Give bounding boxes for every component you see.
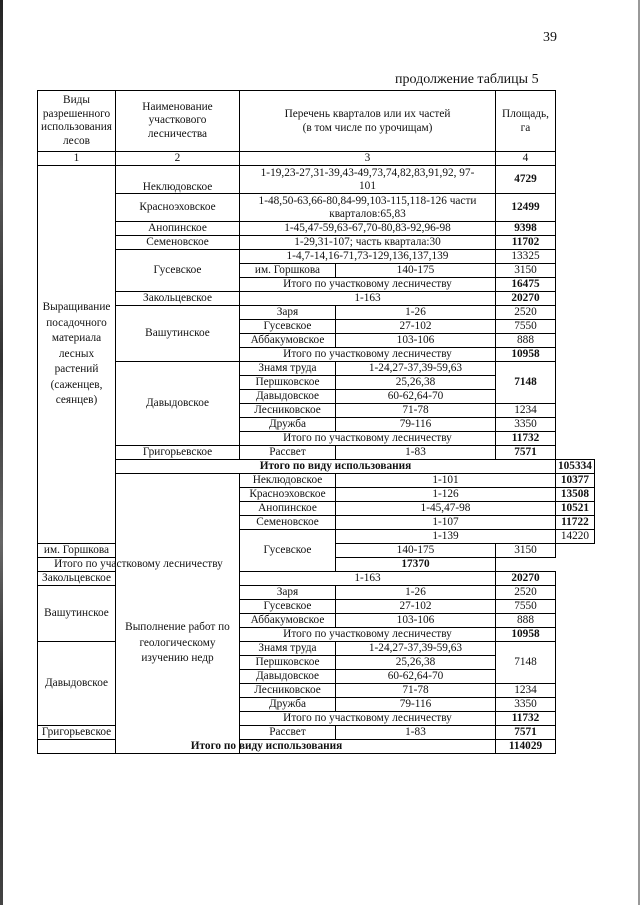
tract-name: Заря bbox=[240, 586, 336, 600]
total-area: 105334 bbox=[556, 460, 595, 474]
forestry-name: Семеновское bbox=[240, 516, 336, 530]
table-header-row bbox=[38, 91, 595, 152]
table-row bbox=[38, 362, 595, 376]
subtotal-area: 10958 bbox=[496, 628, 556, 642]
tract-name: Лесниковское bbox=[240, 684, 336, 698]
tract-name: Рассвет bbox=[240, 446, 336, 460]
use-type-cell: Выращивание посадочного материала лесных растений (саженцев, сеянцев) bbox=[38, 166, 116, 544]
area-cell: 7550 bbox=[496, 320, 556, 334]
tract-name: Давыдовское bbox=[240, 390, 336, 404]
quarters-cell: 1-83 bbox=[336, 446, 496, 460]
quarters-cell: 27-102 bbox=[336, 320, 496, 334]
subtotal-label: Итого по участковому лесничеству bbox=[240, 348, 496, 362]
subtotal-label: Итого по участковому лесничеству bbox=[240, 628, 496, 642]
quarters-cell: 103-106 bbox=[336, 614, 496, 628]
table-row bbox=[38, 306, 595, 320]
quarters-cell: 60-62,64-70 bbox=[336, 670, 496, 684]
forestry-name: Анопинское bbox=[116, 222, 240, 236]
quarters-cell: 27-102 bbox=[336, 600, 496, 614]
area-cell: 3350 bbox=[496, 698, 556, 712]
forestry-name: Семеновское bbox=[116, 236, 240, 250]
quarters-cell: 1-126 bbox=[336, 488, 556, 502]
quarters-cell: 25,26,38 bbox=[336, 656, 496, 670]
column-number: 2 bbox=[116, 152, 240, 166]
forestry-name: Неклюдовское bbox=[116, 166, 240, 194]
tract-name: Давыдовское bbox=[240, 670, 336, 684]
subtotal-area: 10958 bbox=[496, 348, 556, 362]
page-number: 39 bbox=[543, 30, 557, 45]
table-row bbox=[38, 194, 595, 222]
area-cell: 3150 bbox=[496, 544, 556, 558]
table-row bbox=[38, 166, 595, 194]
quarters-cell: 1-45,47-59,63-67,70-80,83-92,96-98 bbox=[240, 222, 496, 236]
subtotal-area: 17370 bbox=[336, 558, 496, 572]
area-cell: 888 bbox=[496, 334, 556, 348]
tract-name: Першковское bbox=[240, 656, 336, 670]
forestry-name: Закольцевское bbox=[116, 292, 240, 306]
scan-edge bbox=[0, 0, 3, 905]
area-cell: 14220 bbox=[556, 530, 595, 544]
area-cell: 13325 bbox=[496, 250, 556, 264]
quarters-cell: 25,26,38 bbox=[336, 376, 496, 390]
subtotal-label: Итого по участковому лесничеству bbox=[240, 278, 496, 292]
header-forestry: Наименование участкового лесничества bbox=[116, 91, 240, 152]
area-cell: 20270 bbox=[496, 572, 556, 586]
tract-name: Гусевское bbox=[240, 320, 336, 334]
forestry-name: Красноэховское bbox=[116, 194, 240, 222]
tract-name: Дружба bbox=[240, 698, 336, 712]
forestry-name: Гусевское bbox=[240, 530, 336, 572]
area-cell: 10521 bbox=[556, 502, 595, 516]
forestry-name: Закольцевское bbox=[38, 572, 116, 586]
tract-name: им. Горшкова bbox=[240, 264, 336, 278]
table-row bbox=[38, 222, 595, 236]
area-cell: 20270 bbox=[496, 292, 556, 306]
forestry-name: Неклюдовское bbox=[240, 474, 336, 488]
forestry-name: Григорьевское bbox=[116, 446, 240, 460]
subtotal-label: Итого по участковому лесничеству bbox=[240, 432, 496, 446]
area-cell: 7148 bbox=[496, 642, 556, 684]
tract-name: Рассвет bbox=[240, 726, 336, 740]
quarters-cell: 1-4,7-14,16-71,73-129,136,137,139 bbox=[240, 250, 496, 264]
table-row bbox=[38, 292, 595, 306]
tract-name: Аббакумовское bbox=[240, 614, 336, 628]
use-type-cell: Выполнение работ по геологическому изучению недр bbox=[116, 474, 240, 754]
forestry-name: Красноэховское bbox=[240, 488, 336, 502]
area-cell: 888 bbox=[496, 614, 556, 628]
header-quarters: Перечень кварталов или их частей (в том числе по урочищам) bbox=[240, 91, 496, 152]
tract-name: Знамя труда bbox=[240, 362, 336, 376]
quarters-cell: 1-163 bbox=[240, 572, 496, 586]
area-cell: 13508 bbox=[556, 488, 595, 502]
area-cell: 7148 bbox=[496, 362, 556, 404]
quarters-cell: 1-163 bbox=[240, 292, 496, 306]
tract-name: Гусевское bbox=[240, 600, 336, 614]
area-cell: 11702 bbox=[496, 236, 556, 250]
area-cell: 12499 bbox=[496, 194, 556, 222]
quarters-cell: 71-78 bbox=[336, 404, 496, 418]
header-area: Площадь, га bbox=[496, 91, 556, 152]
tract-name: Заря bbox=[240, 306, 336, 320]
total-label: Итого по виду использования bbox=[38, 740, 496, 754]
quarters-cell: 71-78 bbox=[336, 684, 496, 698]
area-cell: 11722 bbox=[556, 516, 595, 530]
quarters-cell: 1-24,27-37,39-59,63 bbox=[336, 362, 496, 376]
area-cell: 2520 bbox=[496, 306, 556, 320]
subtotal-area: 11732 bbox=[496, 712, 556, 726]
quarters-cell: 1-83 bbox=[336, 726, 496, 740]
quarters-cell: 1-26 bbox=[336, 586, 496, 600]
forestry-name: Давыдовское bbox=[38, 642, 116, 726]
quarters-cell: 140-175 bbox=[336, 544, 496, 558]
total-row bbox=[38, 740, 595, 754]
total-row bbox=[38, 460, 595, 474]
area-cell: 7571 bbox=[496, 726, 556, 740]
subtotal-label: Итого по участковому лесничеству bbox=[240, 712, 496, 726]
table-row bbox=[38, 250, 595, 264]
total-area: 114029 bbox=[496, 740, 556, 754]
area-cell: 4729 bbox=[496, 166, 556, 194]
table-continuation-caption: продолжение таблицы 5 bbox=[395, 72, 539, 87]
tract-name: им. Горшкова bbox=[38, 544, 116, 558]
area-cell: 7550 bbox=[496, 600, 556, 614]
quarters-cell: 103-106 bbox=[336, 334, 496, 348]
area-cell: 1234 bbox=[496, 404, 556, 418]
subtotal-area: 11732 bbox=[496, 432, 556, 446]
table-column-numbers-row bbox=[38, 152, 595, 166]
table-row bbox=[38, 236, 595, 250]
column-number: 4 bbox=[496, 152, 556, 166]
area-cell: 3150 bbox=[496, 264, 556, 278]
header-use-type: Виды разрешенного использования лесов bbox=[38, 91, 116, 152]
tract-name: Лесниковское bbox=[240, 404, 336, 418]
forestry-name: Гусевское bbox=[116, 250, 240, 292]
quarters-cell: 1-45,47-98 bbox=[336, 502, 556, 516]
area-cell: 9398 bbox=[496, 222, 556, 236]
forestry-name: Анопинское bbox=[240, 502, 336, 516]
quarters-cell: 1-48,50-63,66-80,84-99,103-115,118-126 части кварталов:65,83 bbox=[240, 194, 496, 222]
table-row bbox=[38, 446, 595, 460]
tract-name: Аббакумовское bbox=[240, 334, 336, 348]
forestry-name: Вашутинское bbox=[116, 306, 240, 362]
column-number: 1 bbox=[38, 152, 116, 166]
forest-use-table bbox=[37, 90, 595, 754]
quarters-cell: 1-107 bbox=[336, 516, 556, 530]
area-cell: 10377 bbox=[556, 474, 595, 488]
tract-name: Знамя труда bbox=[240, 642, 336, 656]
quarters-cell: 79-116 bbox=[336, 698, 496, 712]
quarters-cell: 140-175 bbox=[336, 264, 496, 278]
subtotal-label: Итого по участковому лесничеству bbox=[38, 558, 240, 572]
area-cell: 2520 bbox=[496, 586, 556, 600]
total-label: Итого по виду использования bbox=[116, 460, 556, 474]
area-cell: 7571 bbox=[496, 446, 556, 460]
forestry-name: Давыдовское bbox=[116, 362, 240, 446]
quarters-cell: 1-101 bbox=[336, 474, 556, 488]
quarters-cell: 60-62,64-70 bbox=[336, 390, 496, 404]
quarters-cell: 1-26 bbox=[336, 306, 496, 320]
table-row bbox=[38, 474, 595, 488]
forestry-name: Вашутинское bbox=[38, 586, 116, 642]
tract-name: Дружба bbox=[240, 418, 336, 432]
tract-name: Першковское bbox=[240, 376, 336, 390]
quarters-cell: 1-24,27-37,39-59,63 bbox=[336, 642, 496, 656]
quarters-cell: 1-19,23-27,31-39,43-49,73,74,82,83,91,92, 97-101 bbox=[240, 166, 496, 194]
area-cell: 1234 bbox=[496, 684, 556, 698]
column-number: 3 bbox=[240, 152, 496, 166]
area-cell: 3350 bbox=[496, 418, 556, 432]
forestry-name: Григорьевское bbox=[38, 726, 116, 740]
quarters-cell: 1-29,31-107; часть квартала:30 bbox=[240, 236, 496, 250]
subtotal-area: 16475 bbox=[496, 278, 556, 292]
quarters-cell: 1-139 bbox=[336, 530, 556, 544]
quarters-cell: 79-116 bbox=[336, 418, 496, 432]
